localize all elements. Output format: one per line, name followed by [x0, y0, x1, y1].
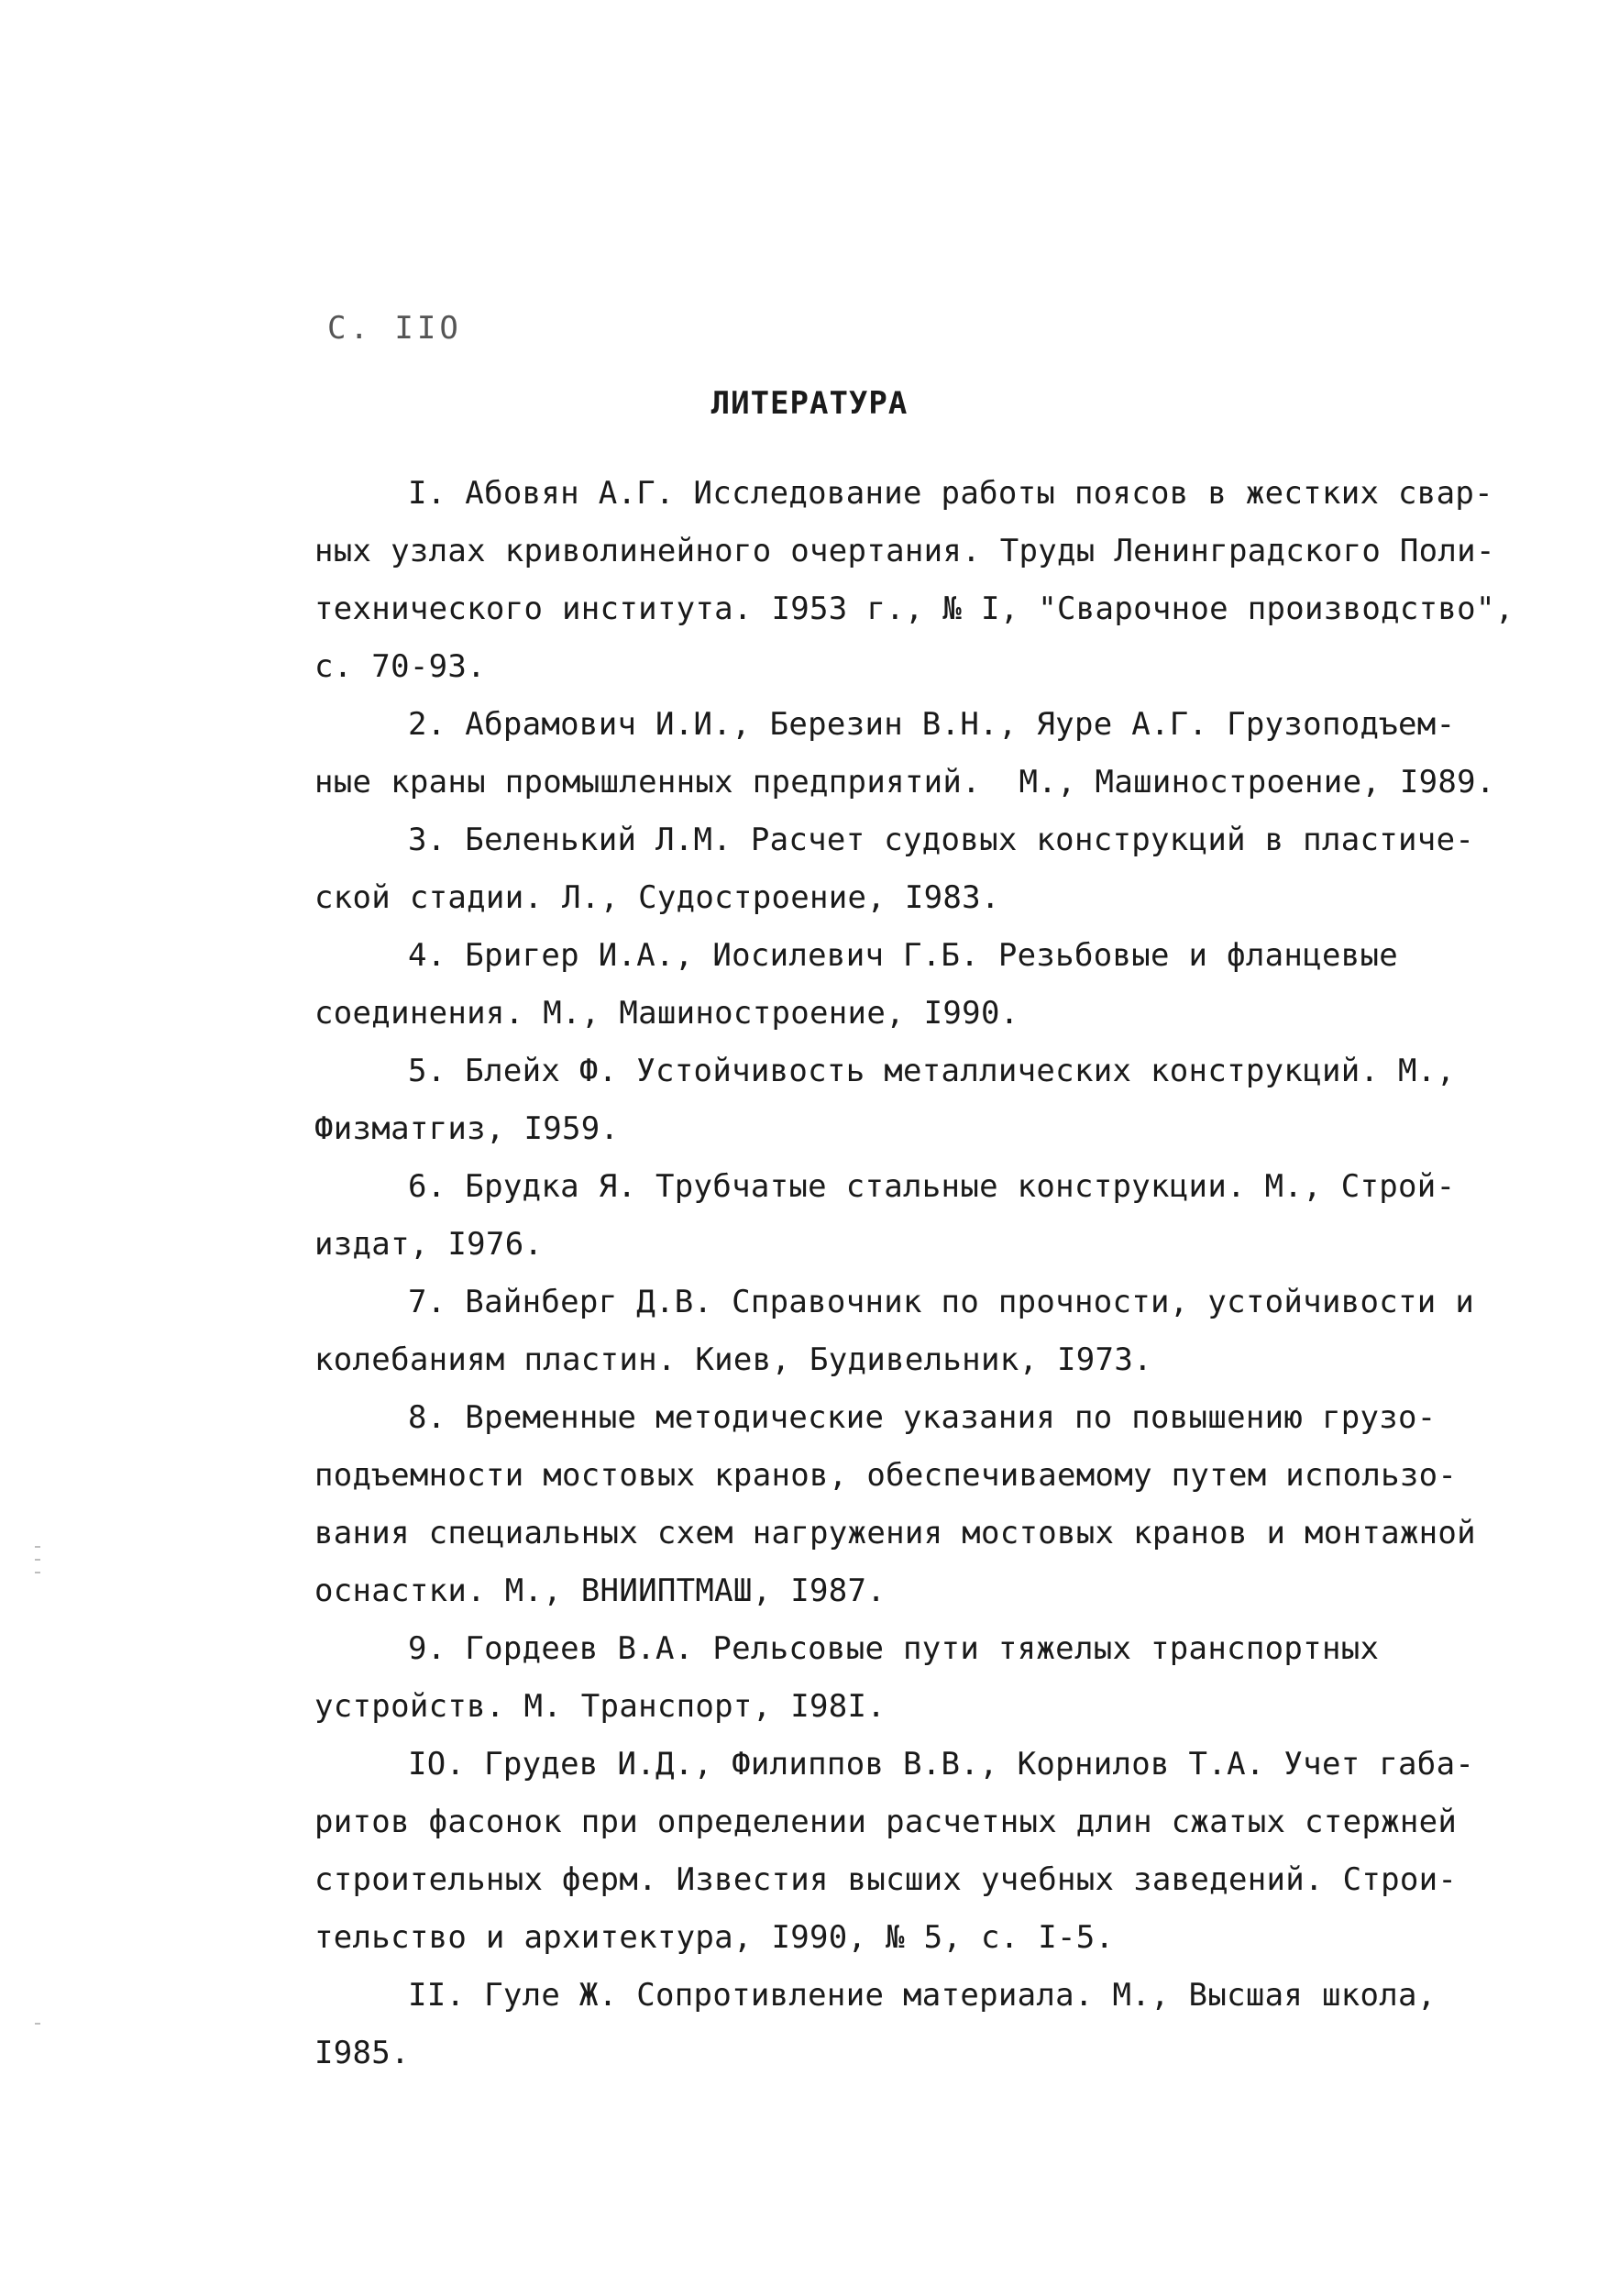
reference-first-line: 8. Временные методические указания по повышению грузо-	[408, 1399, 1437, 1436]
reference-first-line: 2. Абрамович И.И., Березин В.Н., Яуре А.Г. Грузоподъем-	[408, 706, 1456, 743]
reference-continuation-line: тельство и архитектура, I990, № 5, с. I-5.	[314, 1919, 1115, 1956]
margin-mark	[35, 1559, 40, 1561]
reference-first-line: 7. Вайнберг Д.В. Справочник по прочности, устойчивости и	[408, 1284, 1475, 1320]
reference-continuation-line: с. 70-93.	[314, 648, 486, 685]
reference-continuation-line: оснастки. М., ВНИИПТМАШ, I987.	[314, 1573, 887, 1609]
reference-continuation-line: устройств. М. Транспорт, I98I.	[314, 1688, 887, 1725]
reference-continuation-line: ской стадии. Л., Судостроение, I983.	[314, 879, 1000, 916]
reference-first-line: 9. Гордеев В.А. Рельсовые пути тяжелых транспортных	[408, 1630, 1380, 1667]
reference-continuation-line: Физматгиз, I959.	[314, 1110, 620, 1147]
reference-continuation-line: издат, I976.	[314, 1226, 544, 1263]
reference-first-line: IO. Грудев И.Д., Филиппов В.В., Корнилов Т.А. Учет габа-	[408, 1746, 1475, 1783]
reference-continuation-line: соединения. М., Машиностроение, I990.	[314, 995, 1019, 1032]
reference-first-line: II. Гуле Ж. Сопротивление материала. М., Высшая школа,	[408, 1977, 1437, 2014]
page-title: ЛИТЕРАТУРА	[710, 385, 909, 422]
reference-first-line: 4. Бригер И.А., Иосилевич Г.Б. Резьбовые и фланцевые	[408, 937, 1399, 974]
reference-first-line: 3. Беленький Л.М. Расчет судовых конструкций в пластиче-	[408, 822, 1475, 858]
reference-continuation-line: ные краны промышленных предприятий. М., Машиностроение, I989.	[314, 764, 1495, 800]
reference-continuation-line: ных узлах криволинейного очертания. Труды Ленинградского Поли-	[314, 533, 1495, 569]
reference-continuation-line: ритов фасонок при определении расчетных длин сжатых стержней	[314, 1804, 1458, 1840]
reference-continuation-line: строительных ферм. Известия высших учебных заведений. Строи-	[314, 1861, 1458, 1898]
margin-mark	[35, 1572, 40, 1573]
reference-continuation-line: технического института. I953 г., № I, "Сварочное производство",	[314, 591, 1514, 627]
reference-first-line: I. Абовян А.Г. Исследование работы поясов в жестких свар-	[408, 475, 1493, 512]
reference-first-line: 5. Блейх Ф. Устойчивость металлических конструкций. М.,	[408, 1053, 1456, 1089]
page-number: С. IIО	[327, 310, 462, 347]
reference-first-line: 6. Брудка Я. Трубчатые стальные конструкции. М., Строй-	[408, 1168, 1456, 1205]
margin-mark	[35, 2023, 40, 2025]
reference-continuation-line: колебаниям пластин. Киев, Будивельник, I973.	[314, 1341, 1152, 1378]
reference-continuation-line: вания специальных схем нагружения мостовых кранов и монтажной	[314, 1515, 1476, 1551]
reference-continuation-line: подъемности мостовых кранов, обеспечиваемому путем использо-	[314, 1457, 1458, 1494]
margin-mark	[35, 1546, 40, 1548]
reference-continuation-line: I985.	[314, 2035, 410, 2071]
